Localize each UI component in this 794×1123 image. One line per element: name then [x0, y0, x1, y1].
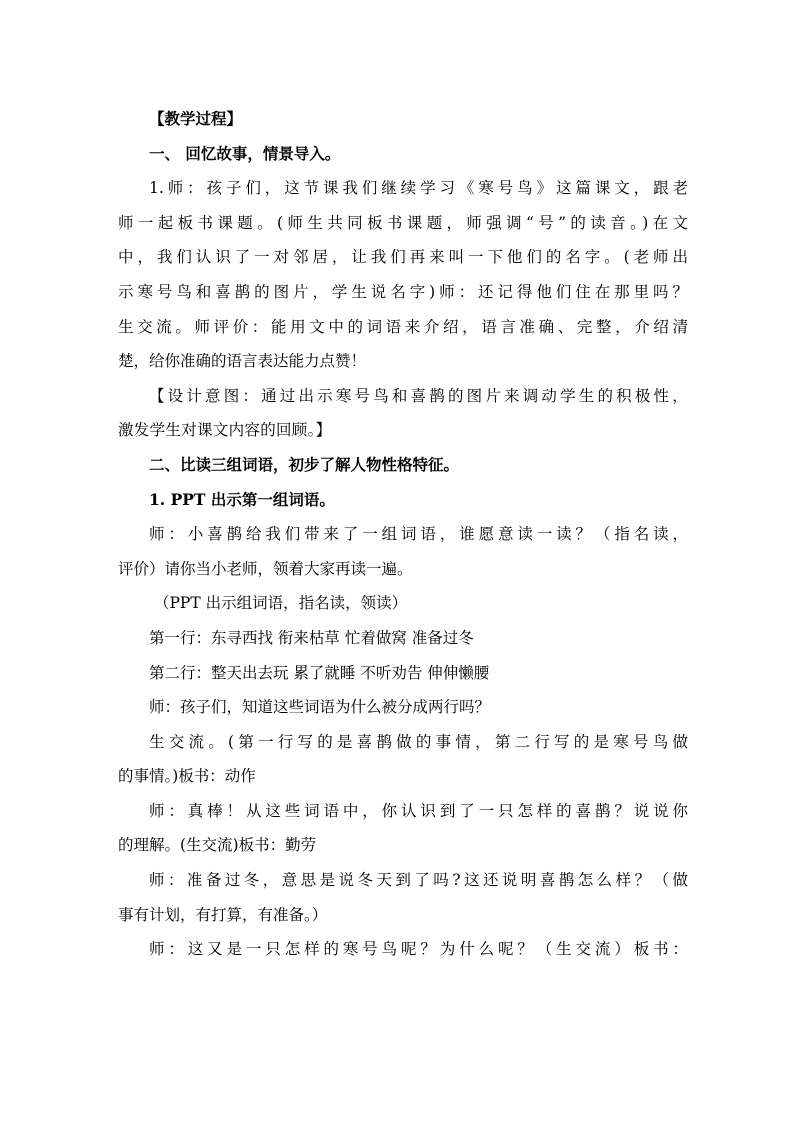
- section-heading-2: 二、比读三组词语，初步了解人物性格特征。: [149, 454, 460, 474]
- paragraph-line: （PPT 出示组词语，指名读，领读）: [154, 594, 408, 613]
- paragraph-line: 师：这又是一只怎样的寒号鸟呢？为什么呢？（生交流）板书：: [149, 940, 688, 959]
- paragraph-line: 中，我们认识了一对邻居，让我们再来叫一下他们的名字。(老师出: [118, 248, 688, 267]
- paragraph-line: 楚，给你准确的语言表达能力点赞！: [118, 352, 367, 371]
- paragraph-line: 的理解。(生交流)板书：勤劳: [118, 836, 317, 855]
- word-row-2: 第二行：整天出去玩 累了就睡 不听劝告 伸伸懒腰: [149, 663, 490, 682]
- paragraph-line: 师一起板书课题。(师生共同板书课题，师强调“号”的读音。)在文: [118, 213, 688, 232]
- paragraph-line: 1.师：孩子们，这节课我们继续学习《寒号鸟》这篇课文，跟老: [149, 179, 688, 198]
- section-heading-1: 一、 回忆故事，情景导入。: [149, 143, 341, 163]
- paragraph-line: 师：小喜鹊给我们带来了一组词语，谁愿意读一读？（指名读，: [149, 525, 688, 544]
- paragraph-line: 评价）请你当小老师，领着大家再读一遍。: [118, 559, 413, 578]
- design-intent-line: 激发学生对课文内容的回顾。】: [118, 421, 332, 440]
- word-row-1: 第一行：东寻西找 衔来枯草 忙着做窝 准备过冬: [149, 628, 474, 647]
- paragraph-line: 生交流。师评价：能用文中的词语来介绍，语言准确、完整，介绍清: [118, 317, 688, 336]
- paragraph-line: 生交流。(第一行写的是喜鹊做的事情，第二行写的是寒号鸟做: [149, 732, 688, 751]
- section-heading-teaching-process: 【教学过程】: [149, 109, 243, 128]
- document-page: [118, 103, 688, 968]
- paragraph-line: 的事情。)板书：动作: [118, 767, 256, 786]
- paragraph-line: 事有计划，有打算，有准备。）: [118, 905, 328, 924]
- design-intent-line: 【设计意图：通过出示寒号鸟和喜鹊的图片来调动学生的积极性，: [149, 386, 688, 405]
- paragraph-line: 师：孩子们，知道这些词语为什么被分成两行吗？: [149, 698, 491, 717]
- paragraph-line: 师：准备过冬，意思是说冬天到了吗?这还说明喜鹊怎么样？（做: [149, 871, 688, 890]
- paragraph-line: 示寒号鸟和喜鹊的图片，学生说名字)师：还记得他们住在那里吗？: [118, 282, 688, 301]
- paragraph-line: 师：真棒！从这些词语中，你认识到了一只怎样的喜鹊？说说你: [149, 801, 688, 820]
- subheading-ppt-group-1: 1. PPT 出示第一组词语。: [149, 489, 335, 509]
